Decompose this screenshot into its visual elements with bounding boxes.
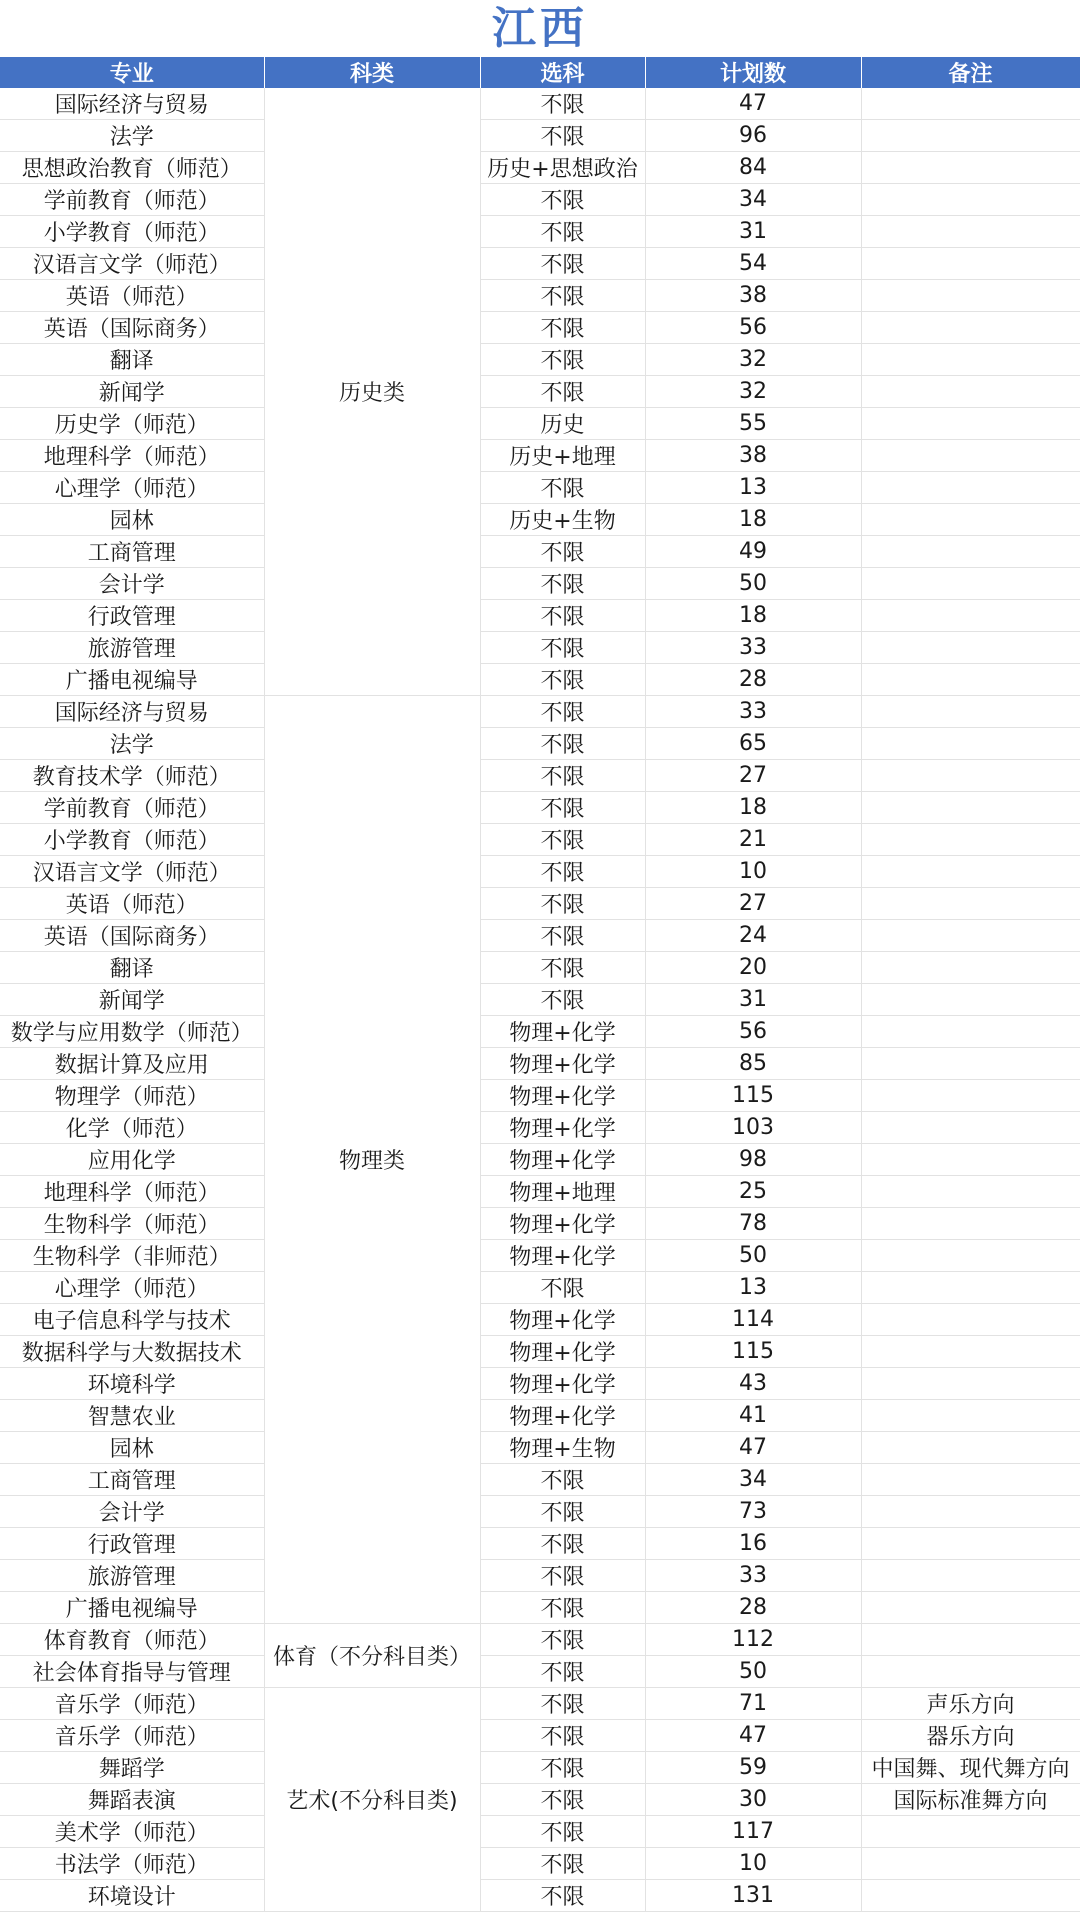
table-row [0, 1112, 1080, 1144]
plan-cell: 16 [645, 1528, 861, 1560]
major-cell: 舞蹈学 [0, 1752, 264, 1784]
note-cell [861, 344, 1080, 376]
table-row [0, 1016, 1080, 1048]
subject-cell: 物理+化学 [480, 1080, 645, 1112]
plan-cell: 18 [645, 600, 861, 632]
table-row [0, 408, 1080, 440]
note-cell [861, 248, 1080, 280]
major-cell: 美术学（师范） [0, 1816, 264, 1848]
note-cell [861, 952, 1080, 984]
major-cell: 汉语言文学（师范） [0, 248, 264, 280]
note-cell [861, 152, 1080, 184]
major-cell: 历史学（师范） [0, 408, 264, 440]
major-cell: 园林 [0, 504, 264, 536]
table-row [0, 1720, 1080, 1752]
category-cell: 物理类 [264, 696, 480, 1624]
table-row [0, 1816, 1080, 1848]
table-row [0, 1240, 1080, 1272]
subject-cell: 不限 [480, 120, 645, 152]
note-cell [861, 1848, 1080, 1880]
table-row [0, 1048, 1080, 1080]
major-cell: 电子信息科学与技术 [0, 1304, 264, 1336]
table-row [0, 824, 1080, 856]
note-cell [861, 696, 1080, 728]
note-cell [861, 760, 1080, 792]
major-cell: 英语（国际商务） [0, 312, 264, 344]
subject-cell: 不限 [480, 1496, 645, 1528]
note-cell [861, 1496, 1080, 1528]
table-row [0, 344, 1080, 376]
subject-cell: 不限 [480, 312, 645, 344]
plan-cell: 50 [645, 568, 861, 600]
table-row [0, 536, 1080, 568]
major-cell: 地理科学（师范） [0, 1176, 264, 1208]
table-row [0, 184, 1080, 216]
table-row [0, 1496, 1080, 1528]
table-row [0, 1336, 1080, 1368]
subject-cell: 物理+化学 [480, 1112, 645, 1144]
subject-cell: 物理+化学 [480, 1400, 645, 1432]
note-cell [861, 1336, 1080, 1368]
subject-cell: 不限 [480, 952, 645, 984]
subject-cell: 物理+化学 [480, 1208, 645, 1240]
subject-cell: 不限 [480, 1720, 645, 1752]
plan-cell: 54 [645, 248, 861, 280]
major-cell: 音乐学（师范） [0, 1688, 264, 1720]
table-row [0, 504, 1080, 536]
page-title: 江西 [492, 3, 588, 54]
subject-cell: 不限 [480, 1784, 645, 1816]
subject-cell: 不限 [480, 888, 645, 920]
major-cell: 翻译 [0, 344, 264, 376]
subject-cell: 物理+化学 [480, 1368, 645, 1400]
major-cell: 英语（师范） [0, 280, 264, 312]
major-cell: 新闻学 [0, 984, 264, 1016]
subject-cell: 不限 [480, 632, 645, 664]
plan-cell: 38 [645, 280, 861, 312]
major-cell: 社会体育指导与管理 [0, 1656, 264, 1688]
major-cell: 小学教育（师范） [0, 216, 264, 248]
major-cell: 广播电视编导 [0, 1592, 264, 1624]
table-row [0, 1528, 1080, 1560]
note-cell [861, 376, 1080, 408]
plan-cell: 47 [645, 88, 861, 120]
header-category: 科类 [264, 57, 480, 88]
subject-cell: 不限 [480, 1624, 645, 1656]
plan-cell: 50 [645, 1656, 861, 1688]
subject-cell: 不限 [480, 760, 645, 792]
plan-cell: 27 [645, 888, 861, 920]
major-cell: 化学（师范） [0, 1112, 264, 1144]
note-cell [861, 1208, 1080, 1240]
plan-cell: 115 [645, 1080, 861, 1112]
subject-cell: 不限 [480, 1752, 645, 1784]
table-row [0, 216, 1080, 248]
note-cell [861, 1656, 1080, 1688]
major-cell: 生物科学（师范） [0, 1208, 264, 1240]
subject-cell: 不限 [480, 536, 645, 568]
subject-cell: 历史+思想政治 [480, 152, 645, 184]
note-cell [861, 1080, 1080, 1112]
major-cell: 地理科学（师范） [0, 440, 264, 472]
plan-cell: 20 [645, 952, 861, 984]
header-plan: 计划数 [645, 57, 861, 88]
note-cell [861, 1368, 1080, 1400]
plan-cell: 41 [645, 1400, 861, 1432]
table-row [0, 632, 1080, 664]
major-cell: 体育教育（师范） [0, 1624, 264, 1656]
plan-cell: 56 [645, 1016, 861, 1048]
note-cell [861, 1112, 1080, 1144]
subject-cell: 不限 [480, 1848, 645, 1880]
table-row [0, 1432, 1080, 1464]
note-cell [861, 1304, 1080, 1336]
plan-cell: 18 [645, 504, 861, 536]
table-row [0, 1176, 1080, 1208]
table-row [0, 1784, 1080, 1816]
table-row [0, 920, 1080, 952]
table-row [0, 952, 1080, 984]
table-row [0, 312, 1080, 344]
note-cell [861, 312, 1080, 344]
plan-cell: 13 [645, 1272, 861, 1304]
subject-cell: 不限 [480, 1528, 645, 1560]
plan-cell: 84 [645, 152, 861, 184]
major-cell: 汉语言文学（师范） [0, 856, 264, 888]
table-row [0, 1144, 1080, 1176]
note-cell [861, 280, 1080, 312]
major-cell: 物理学（师范） [0, 1080, 264, 1112]
subject-cell: 不限 [480, 824, 645, 856]
plan-cell: 31 [645, 984, 861, 1016]
plan-cell: 71 [645, 1688, 861, 1720]
major-cell: 舞蹈表演 [0, 1784, 264, 1816]
category-cell: 艺术(不分科目类) [264, 1688, 480, 1912]
header-major: 专业 [0, 57, 264, 88]
major-cell: 园林 [0, 1432, 264, 1464]
major-cell: 环境科学 [0, 1368, 264, 1400]
subject-cell: 不限 [480, 856, 645, 888]
note-cell [861, 1272, 1080, 1304]
table-row [0, 1848, 1080, 1880]
note-cell [861, 1592, 1080, 1624]
table-row [0, 984, 1080, 1016]
note-cell [861, 1816, 1080, 1848]
table-row [0, 440, 1080, 472]
note-cell [861, 728, 1080, 760]
note-cell [861, 1176, 1080, 1208]
plan-cell: 18 [645, 792, 861, 824]
subject-cell: 不限 [480, 280, 645, 312]
major-cell: 智慧农业 [0, 1400, 264, 1432]
table-row [0, 1368, 1080, 1400]
subject-cell: 不限 [480, 728, 645, 760]
header-subject: 选科 [480, 57, 645, 88]
table-row [0, 568, 1080, 600]
major-cell: 学前教育（师范） [0, 792, 264, 824]
subject-cell: 不限 [480, 1656, 645, 1688]
major-cell: 工商管理 [0, 1464, 264, 1496]
subject-cell: 物理+化学 [480, 1144, 645, 1176]
note-cell [861, 1464, 1080, 1496]
major-cell: 法学 [0, 728, 264, 760]
note-cell [861, 504, 1080, 536]
plan-cell: 65 [645, 728, 861, 760]
subject-cell: 不限 [480, 984, 645, 1016]
plan-cell: 33 [645, 632, 861, 664]
major-cell: 工商管理 [0, 536, 264, 568]
subject-cell: 不限 [480, 1880, 645, 1912]
table-row [0, 728, 1080, 760]
table-row [0, 1304, 1080, 1336]
table-row [0, 1880, 1080, 1912]
major-cell: 数据科学与大数据技术 [0, 1336, 264, 1368]
major-cell: 会计学 [0, 1496, 264, 1528]
plan-cell: 34 [645, 184, 861, 216]
plan-cell: 49 [645, 536, 861, 568]
note-cell [861, 1560, 1080, 1592]
major-cell: 英语（师范） [0, 888, 264, 920]
subject-cell: 物理+化学 [480, 1336, 645, 1368]
major-cell: 环境设计 [0, 1880, 264, 1912]
note-cell [861, 1048, 1080, 1080]
note-cell [861, 984, 1080, 1016]
table-row [0, 280, 1080, 312]
table-row [0, 88, 1080, 120]
category-cell: 体育（不分科目类） [264, 1624, 480, 1688]
plan-cell: 117 [645, 1816, 861, 1848]
table-row [0, 888, 1080, 920]
note-cell [861, 88, 1080, 120]
subject-cell: 物理+化学 [480, 1048, 645, 1080]
table-row [0, 1752, 1080, 1784]
subject-cell: 不限 [480, 920, 645, 952]
subject-cell: 物理+化学 [480, 1304, 645, 1336]
subject-cell: 不限 [480, 1464, 645, 1496]
admission-plan-table [0, 57, 1080, 1912]
table-row [0, 376, 1080, 408]
plan-cell: 28 [645, 664, 861, 696]
subject-cell: 不限 [480, 472, 645, 504]
major-cell: 行政管理 [0, 600, 264, 632]
table-row [0, 792, 1080, 824]
plan-cell: 21 [645, 824, 861, 856]
plan-cell: 96 [645, 120, 861, 152]
table-row [0, 1208, 1080, 1240]
table-row [0, 696, 1080, 728]
note-cell [861, 824, 1080, 856]
plan-cell: 78 [645, 1208, 861, 1240]
plan-cell: 10 [645, 1848, 861, 1880]
table-row [0, 1592, 1080, 1624]
plan-cell: 85 [645, 1048, 861, 1080]
note-cell: 声乐方向 [861, 1688, 1080, 1720]
plan-cell: 32 [645, 344, 861, 376]
table-row [0, 152, 1080, 184]
note-cell: 器乐方向 [861, 1720, 1080, 1752]
major-cell: 新闻学 [0, 376, 264, 408]
table-row [0, 120, 1080, 152]
major-cell: 教育技术学（师范） [0, 760, 264, 792]
plan-cell: 32 [645, 376, 861, 408]
note-cell [861, 632, 1080, 664]
plan-cell: 28 [645, 1592, 861, 1624]
table-body [0, 88, 1080, 1912]
plan-cell: 131 [645, 1880, 861, 1912]
header-row [0, 57, 1080, 88]
subject-cell: 不限 [480, 1272, 645, 1304]
major-cell: 会计学 [0, 568, 264, 600]
major-cell: 广播电视编导 [0, 664, 264, 696]
subject-cell: 物理+化学 [480, 1016, 645, 1048]
subject-cell: 不限 [480, 1688, 645, 1720]
table-row [0, 600, 1080, 632]
subject-cell: 不限 [480, 184, 645, 216]
note-cell [861, 920, 1080, 952]
subject-cell: 不限 [480, 216, 645, 248]
note-cell [861, 120, 1080, 152]
table-row [0, 856, 1080, 888]
note-cell [861, 1240, 1080, 1272]
table-row [0, 1624, 1080, 1656]
major-cell: 音乐学（师范） [0, 1720, 264, 1752]
plan-cell: 47 [645, 1432, 861, 1464]
table-row [0, 1656, 1080, 1688]
note-cell [861, 1528, 1080, 1560]
note-cell [861, 440, 1080, 472]
note-cell [861, 1624, 1080, 1656]
note-cell [861, 664, 1080, 696]
subject-cell: 不限 [480, 1816, 645, 1848]
plan-cell: 112 [645, 1624, 861, 1656]
major-cell: 学前教育（师范） [0, 184, 264, 216]
note-cell [861, 536, 1080, 568]
plan-cell: 47 [645, 1720, 861, 1752]
note-cell [861, 856, 1080, 888]
major-cell: 心理学（师范） [0, 1272, 264, 1304]
major-cell: 数学与应用数学（师范） [0, 1016, 264, 1048]
subject-cell: 历史 [480, 408, 645, 440]
note-cell [861, 408, 1080, 440]
major-cell: 小学教育（师范） [0, 824, 264, 856]
note-cell [861, 1400, 1080, 1432]
major-cell: 英语（国际商务） [0, 920, 264, 952]
plan-cell: 33 [645, 1560, 861, 1592]
subject-cell: 不限 [480, 376, 645, 408]
plan-cell: 33 [645, 696, 861, 728]
plan-cell: 114 [645, 1304, 861, 1336]
plan-cell: 55 [645, 408, 861, 440]
major-cell: 旅游管理 [0, 1560, 264, 1592]
note-cell [861, 600, 1080, 632]
note-cell [861, 1880, 1080, 1912]
major-cell: 数据计算及应用 [0, 1048, 264, 1080]
table-row [0, 1272, 1080, 1304]
table-row [0, 1080, 1080, 1112]
major-cell: 法学 [0, 120, 264, 152]
plan-cell: 30 [645, 1784, 861, 1816]
plan-cell: 13 [645, 472, 861, 504]
plan-cell: 98 [645, 1144, 861, 1176]
note-cell [861, 472, 1080, 504]
table-row [0, 664, 1080, 696]
subject-cell: 历史+生物 [480, 504, 645, 536]
subject-cell: 不限 [480, 568, 645, 600]
subject-cell: 物理+生物 [480, 1432, 645, 1464]
plan-cell: 43 [645, 1368, 861, 1400]
major-cell: 国际经济与贸易 [0, 696, 264, 728]
plan-cell: 34 [645, 1464, 861, 1496]
note-cell [861, 792, 1080, 824]
subject-cell: 不限 [480, 344, 645, 376]
major-cell: 国际经济与贸易 [0, 88, 264, 120]
note-cell [861, 184, 1080, 216]
table-row [0, 1688, 1080, 1720]
plan-cell: 24 [645, 920, 861, 952]
table-row [0, 1560, 1080, 1592]
plan-cell: 103 [645, 1112, 861, 1144]
subject-cell: 不限 [480, 600, 645, 632]
subject-cell: 不限 [480, 88, 645, 120]
major-cell: 翻译 [0, 952, 264, 984]
note-cell [861, 888, 1080, 920]
table-row [0, 1400, 1080, 1432]
plan-cell: 59 [645, 1752, 861, 1784]
subject-cell: 物理+化学 [480, 1240, 645, 1272]
subject-cell: 物理+地理 [480, 1176, 645, 1208]
subject-cell: 不限 [480, 696, 645, 728]
major-cell: 书法学（师范） [0, 1848, 264, 1880]
table-row [0, 248, 1080, 280]
plan-cell: 25 [645, 1176, 861, 1208]
note-cell [861, 568, 1080, 600]
major-cell: 行政管理 [0, 1528, 264, 1560]
major-cell: 生物科学（非师范） [0, 1240, 264, 1272]
plan-cell: 115 [645, 1336, 861, 1368]
subject-cell: 不限 [480, 248, 645, 280]
plan-cell: 50 [645, 1240, 861, 1272]
header-note: 备注 [861, 57, 1080, 88]
plan-cell: 38 [645, 440, 861, 472]
table-row [0, 1464, 1080, 1496]
subject-cell: 不限 [480, 792, 645, 824]
note-cell [861, 216, 1080, 248]
major-cell: 旅游管理 [0, 632, 264, 664]
major-cell: 心理学（师范） [0, 472, 264, 504]
note-cell [861, 1432, 1080, 1464]
subject-cell: 历史+地理 [480, 440, 645, 472]
plan-cell: 27 [645, 760, 861, 792]
plan-cell: 56 [645, 312, 861, 344]
plan-cell: 31 [645, 216, 861, 248]
category-cell: 历史类 [264, 88, 480, 696]
plan-cell: 73 [645, 1496, 861, 1528]
major-cell: 思想政治教育（师范） [0, 152, 264, 184]
table-row [0, 472, 1080, 504]
major-cell: 应用化学 [0, 1144, 264, 1176]
note-cell: 中国舞、现代舞方向 [861, 1752, 1080, 1784]
table-row [0, 760, 1080, 792]
subject-cell: 不限 [480, 1592, 645, 1624]
subject-cell: 不限 [480, 664, 645, 696]
plan-cell: 10 [645, 856, 861, 888]
subject-cell: 不限 [480, 1560, 645, 1592]
note-cell [861, 1144, 1080, 1176]
note-cell [861, 1016, 1080, 1048]
note-cell: 国际标准舞方向 [861, 1784, 1080, 1816]
